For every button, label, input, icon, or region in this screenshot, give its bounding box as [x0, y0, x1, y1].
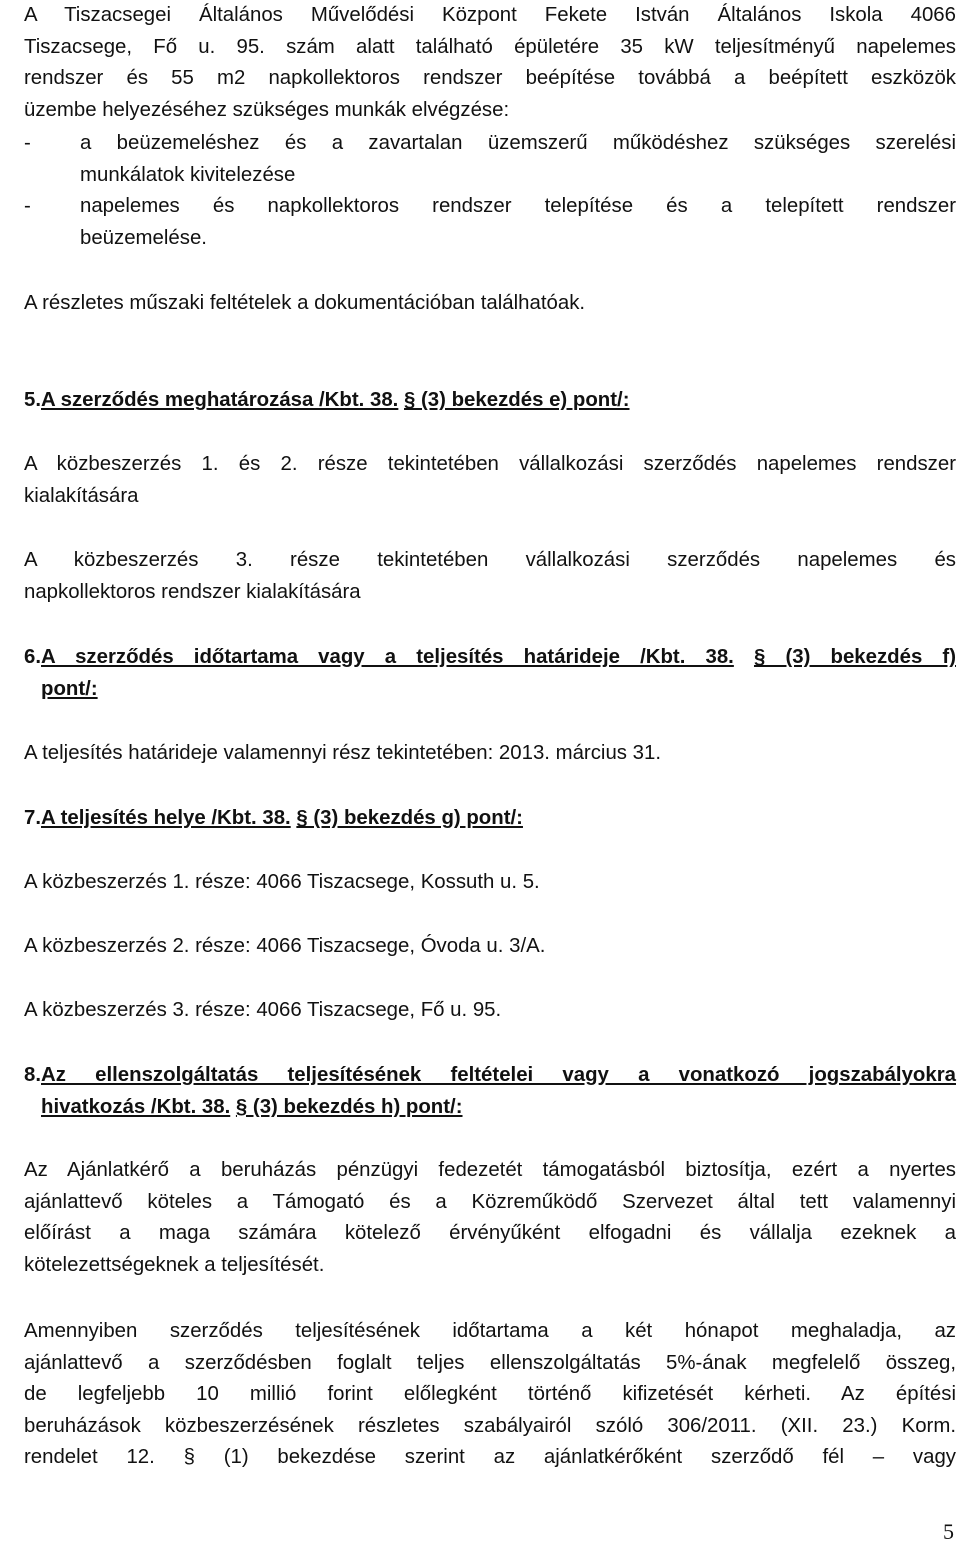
paragraph-line: napkollektoros rendszer kialakítására — [24, 580, 361, 603]
section-title: A szerződés időtartama vagy a teljesítés határideje /Kbt. 38. — [41, 646, 734, 668]
paragraph-line: kötelezettségeknek a teljesítését. — [24, 1253, 325, 1276]
intro-line: Tiszacsege, Fő u. 95. szám alatt található épületére 35 kW teljesítményű napelemes — [24, 35, 956, 58]
section-title: Az ellenszolgáltatás teljesítésének feltételei vagy a vonatkozó jogszabályokra — [41, 1064, 956, 1086]
section-title-ref: § (3) bekezdés f) — [753, 646, 956, 668]
paragraph-line: beruházások közbeszerzésének részletes szabályairól szóló 306/2011. (XII. 23.) Korm. — [24, 1414, 956, 1437]
paragraph-line: Amennyiben szerződés teljesítésének időtartama a két hónapot meghaladja, az — [24, 1320, 956, 1342]
paragraph-line: A közbeszerzés 1. és 2. része tekintetében vállalkozási szerződés napelemes rendszer — [24, 453, 956, 475]
page-number: 5 — [943, 1519, 954, 1544]
section-number: 6. — [24, 646, 42, 668]
paragraph-line: kialakítására — [24, 484, 139, 507]
section-6-text: A teljesítés határideje valamennyi rész tekintetében: 2013. március 31. — [24, 742, 661, 764]
dash-list — [24, 128, 956, 254]
dash-list-item — [24, 128, 956, 191]
section-title: A szerződés meghatározása /Kbt. 38. — [41, 389, 399, 411]
dash-item-line: a beüzemeléshez és a zavartalan üzemszerű működéshez szükséges szerelési — [80, 132, 956, 154]
dash-list-item — [24, 191, 956, 254]
section-number: 8. — [24, 1064, 42, 1086]
section-8-paragraph-2 — [24, 1316, 956, 1474]
intro-line: A Tiszacsegei Általános Művelődési Központ Fekete István Általános Iskola 4066 — [24, 4, 956, 26]
place-line: A közbeszerzés 3. része: 4066 Tiszacsege, Fő u. 95. — [24, 999, 502, 1021]
section-title-ref: pont/: — [41, 677, 98, 700]
dash-item-line: beüzemelése. — [80, 226, 207, 249]
section-5-heading — [24, 385, 956, 417]
dash-item-line: napelemes és napkollektoros rendszer telepítése és a telepített rendszer — [80, 195, 956, 218]
section-title-line — [41, 642, 956, 674]
dash-item-line: munkálatok kivitelezése — [80, 163, 296, 186]
section-title-ref: § (3) bekezdés g) pont/: — [296, 807, 523, 829]
intro-paragraph — [24, 0, 956, 126]
details-note: A részletes műszaki feltételek a dokumentációban találhatóak. — [24, 292, 586, 314]
section-title-line — [41, 674, 956, 706]
paragraph-line: A közbeszerzés 3. része tekintetében vállalkozási szerződés napelemes és — [24, 549, 956, 571]
paragraph-line: előírást a maga számára kötelező érvényűként elfogadni és vállalja ezeknek a — [24, 1222, 956, 1245]
paragraph-line: Az Ajánlatkérő a beruházás pénzügyi fedezetét támogatásból biztosítja, ezért a nyertes — [24, 1159, 956, 1181]
paragraph-line: de legfeljebb 10 millió forint előlegként történő kifizetését kérheti. Az építési — [24, 1383, 956, 1406]
paragraph-line: ajánlattevő a szerződésben foglalt teljes ellenszolgáltatás 5%-ának megfelelő összeg, — [24, 1351, 956, 1374]
place-line: A közbeszerzés 1. része: 4066 Tiszacsege, Kossuth u. 5. — [24, 871, 540, 893]
section-title-line — [41, 1092, 956, 1124]
intro-line: rendszer és 55 m2 napkollektoros rendszer beépítése továbbá a beépített eszközök — [24, 67, 956, 90]
section-title: A teljesítés helye /Kbt. 38. — [41, 807, 291, 829]
section-title-ref: § (3) bekezdés h) pont/: — [235, 1095, 463, 1118]
dash-marker: - — [24, 195, 31, 218]
paragraph-line: ajánlattevő köteles a Támogató és a Közreműködő Szervezet által tett valamennyi — [24, 1190, 956, 1213]
section-8-heading-line — [24, 1060, 956, 1123]
section-6-heading — [24, 642, 956, 705]
section-title-ref: § (3) bekezdés e) pont/: — [404, 389, 630, 411]
section-title-line — [41, 1060, 956, 1092]
section-5-paragraph-2 — [24, 545, 956, 608]
section-8-heading — [24, 1060, 956, 1123]
dash-marker: - — [24, 132, 31, 154]
section-7-heading — [24, 803, 956, 835]
section-5-paragraph-1 — [24, 449, 956, 512]
section-6-heading-line — [24, 642, 956, 705]
paragraph-line: rendelet 12. § (1) bekezdése szerint az ajánlatkérőként szerződő fél – vagy — [24, 1446, 956, 1469]
section-number: 5. — [24, 389, 42, 411]
intro-line: üzembe helyezéséhez szükséges munkák elvégzése: — [24, 98, 510, 121]
section-8-paragraph-1 — [24, 1155, 956, 1281]
place-line: A közbeszerzés 2. része: 4066 Tiszacsege, Óvoda u. 3/A. — [24, 935, 546, 957]
section-number: 7. — [24, 807, 42, 829]
section-title: hivatkozás /Kbt. 38. — [41, 1095, 231, 1118]
